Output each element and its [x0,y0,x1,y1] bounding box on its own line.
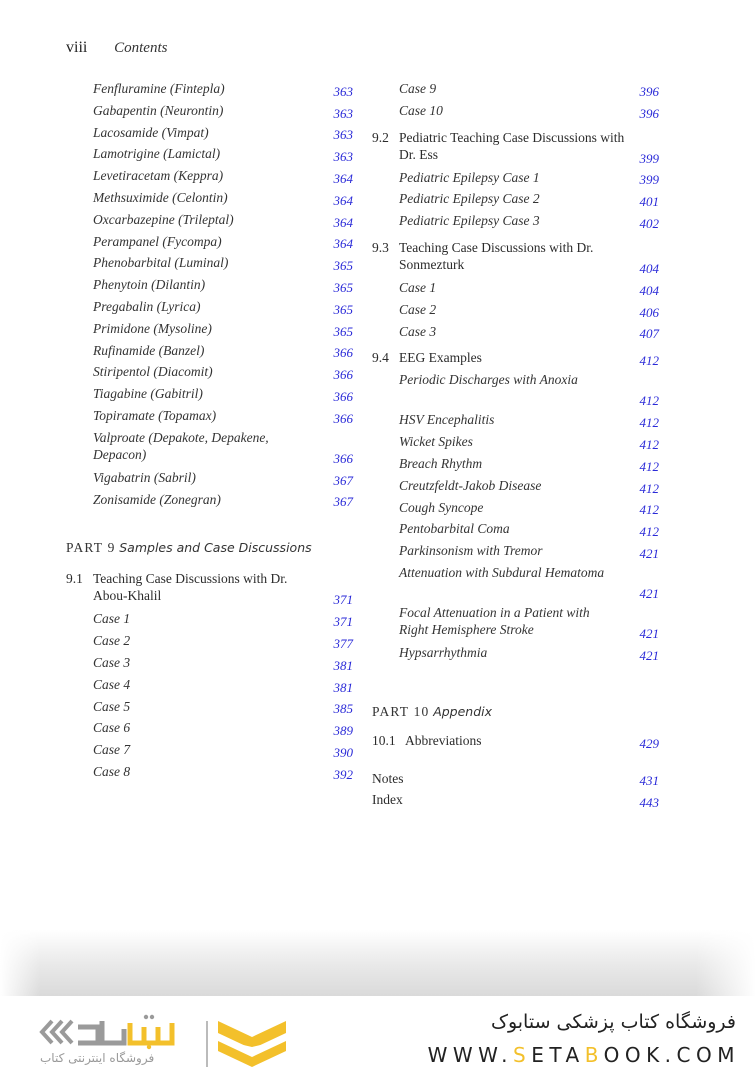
entry-title: HSV Encephalitis [399,412,495,428]
toc-entry[interactable] [372,321,659,343]
toc-entry[interactable] [66,318,353,340]
entry-title: Parkinsonism with Tremor [399,543,543,559]
page-link[interactable]: 412 [639,524,659,540]
toc-entry[interactable] [372,277,659,299]
page-link[interactable]: 407 [639,326,659,342]
section-number: 9.3 [372,239,389,255]
toc-entry[interactable] [66,761,353,783]
case-list-9-1 [66,608,353,782]
entry-title: Case 4 [93,676,131,692]
toc-entry[interactable] [372,475,659,497]
entry-title: Levetiracetam (Keppra) [93,168,224,184]
toc-entry[interactable] [372,540,659,562]
toc-entry[interactable] [66,467,353,489]
page-link[interactable]: 431 [639,773,659,789]
entry-title: Index [372,792,403,808]
entry-title: Pediatric Epilepsy Case 1 [399,169,540,185]
page-link[interactable]: 402 [639,215,659,231]
entry-title: Pediatric Epilepsy Case 2 [399,191,540,207]
page-link[interactable]: 364 [333,170,353,186]
page-link[interactable]: 367 [333,472,353,488]
page-link[interactable]: 365 [333,301,353,317]
toc-entry[interactable] [66,78,353,100]
section-number: 9.2 [372,129,389,145]
entry-title: Topiramate (Topamax) [93,407,217,423]
page-link[interactable]: 366 [333,410,353,426]
entry-title: Case 1 [93,611,131,627]
entry-title: Oxcarbazepine (Trileptal) [93,211,234,227]
toc-entry[interactable] [372,369,659,409]
section-title: Abbreviations [405,732,482,748]
page-folio: viii [66,39,88,56]
toc-left-column [66,78,353,783]
setabook-logo[interactable] [38,1013,298,1073]
section-title: EEG Examples [399,350,482,366]
toc-entry[interactable] [66,608,353,630]
toc-section-9-4[interactable] [372,347,659,369]
toc-entry[interactable] [372,167,659,189]
entry-title: Zonisamide (Zonegran) [93,491,221,507]
part-label: PART 9 [66,540,116,556]
entry-title: Case 2 [399,301,437,317]
toc-entry[interactable] [372,409,659,431]
entry-title: Case 2 [93,633,131,649]
page-link[interactable]: 412 [639,480,659,496]
page-link[interactable]: 429 [639,735,659,751]
entry-title: Attenuation with Subdural Hematoma [399,564,605,580]
entry-title: Tiagabine (Gabitril) [93,386,203,402]
toc-entry[interactable] [372,453,659,475]
toc-right-column [372,78,659,811]
running-head-title: Contents [114,40,168,56]
url-part: OOK.COM [603,1043,740,1067]
drug-list [66,78,353,510]
page-link[interactable]: 367 [333,494,353,510]
toc-section-10-1[interactable] [372,730,659,752]
entry-title: Lacosamide (Vimpat) [93,124,209,140]
entry-title: Phenobarbital (Luminal) [93,255,229,271]
page-link[interactable]: 364 [333,236,353,252]
toc-entry[interactable] [372,100,659,122]
page-link[interactable]: 412 [639,502,659,518]
entry-title: Case 5 [93,698,131,714]
page-link[interactable]: 412 [639,415,659,431]
entry-title: Breach Rhythm [399,455,483,471]
toc-section-9-3[interactable] [372,237,659,277]
entry-title: Case 1 [399,279,437,295]
page-link[interactable]: 412 [639,393,659,409]
url-highlight: B [584,1043,604,1067]
page-link[interactable]: 406 [639,304,659,320]
entry-title: Phenytoin (Dilantin) [93,277,206,293]
entry-title: Vigabatrin (Sabril) [93,469,196,485]
toc-entry[interactable] [372,642,659,664]
case-list-9-2 [372,167,659,232]
eeg-example-list [372,369,659,663]
toc-entry[interactable] [66,427,353,467]
page-link[interactable]: 371 [333,592,353,608]
toc-entry[interactable] [66,361,353,383]
store-name: فروشگاه کتاب پزشکی ستابوک [490,1011,736,1033]
section-number: 9.4 [372,350,389,366]
entry-title: Primidone (Mysoline) [93,320,212,336]
page-link[interactable]: 363 [333,105,353,121]
page-link[interactable]: 396 [639,83,659,99]
entry-title: Hypsarrhythmia [399,644,488,660]
entry-title: Pediatric Epilepsy Case 3 [399,213,540,229]
toc-entry[interactable] [66,696,353,718]
entry-title: Cough Syncope [399,499,484,515]
toc-notes[interactable] [372,768,659,790]
toc-entry[interactable] [372,518,659,540]
logo-subtitle: فروشگاه اینترنتی کتاب [40,1051,155,1065]
page-link[interactable]: 392 [333,766,353,782]
entry-title: Creutzfeldt-Jakob Disease [399,477,542,493]
toc-section-9-1[interactable] [66,568,353,608]
page-link[interactable]: 390 [333,744,353,760]
page-link[interactable]: 381 [333,657,353,673]
entry-title: Fenfluramine (Fintepla) [93,81,225,96]
entry-title: Methsuximide (Celontin) [93,189,228,205]
entry-title: Valproate (Depakote, Depakene, Depacon) [93,429,269,462]
entry-title: Case 3 [93,654,131,670]
running-head [66,38,167,57]
toc-entry[interactable] [372,78,659,100]
toc-entry[interactable] [66,209,353,231]
entry-title: Case 10 [399,102,443,118]
entry-title: Pregabalin (Lyrica) [93,298,201,314]
page-link[interactable]: 399 [639,150,659,166]
page-link[interactable]: 365 [333,323,353,339]
page-link[interactable]: 366 [333,345,353,361]
entry-title: Wicket Spikes [399,434,473,450]
toc-entry[interactable] [372,602,659,642]
page-link[interactable]: 363 [333,83,353,99]
url-part: ETA [531,1043,585,1067]
page-link[interactable]: 363 [333,149,353,165]
toc-entry[interactable] [372,431,659,453]
toc-entry[interactable] [66,674,353,696]
toc-entry[interactable] [372,299,659,321]
page-link[interactable]: 365 [333,279,353,295]
toc-entry[interactable] [372,188,659,210]
entry-title: Perampanel (Fycompa) [93,233,222,249]
store-url[interactable] [428,1043,740,1067]
page-link[interactable]: 401 [639,194,659,210]
page-link[interactable]: 421 [639,585,659,601]
entry-title: Case 8 [93,763,131,779]
url-part: WWW. [427,1043,514,1067]
section-title: Teaching Case Discussions with Dr. Sonmezturk [399,239,594,272]
entry-title: Lamotrigine (Lamictal) [93,146,221,162]
page-link[interactable]: 412 [639,436,659,452]
page-link[interactable]: 364 [333,192,353,208]
entry-title: Case 7 [93,742,131,758]
page-link[interactable]: 404 [639,260,659,276]
entry-title: Case 6 [93,720,131,736]
page-link[interactable]: 366 [333,388,353,404]
logo-divider [206,1021,208,1067]
page-link[interactable]: 371 [333,614,353,630]
part-title: Samples and Case Discussions [119,540,312,556]
page-link[interactable]: 389 [333,723,353,739]
section-number: 9.1 [66,571,83,587]
toc-entry[interactable] [66,252,353,274]
page-link[interactable]: 404 [639,282,659,298]
toc-entry[interactable] [66,274,353,296]
toc-entry[interactable] [66,630,353,652]
page-link[interactable]: 365 [333,258,353,274]
page-link[interactable]: 366 [333,450,353,466]
toc-entry[interactable] [66,652,353,674]
toc-entry[interactable] [66,717,353,739]
page-link[interactable]: 421 [639,625,659,641]
page-link[interactable]: 381 [333,679,353,695]
entry-title: Focal Attenuation in a Patient with Right Hemisphere Stroke [399,604,590,637]
entry-title: Stiripentol (Diacomit) [93,364,213,380]
toc-entry[interactable] [66,739,353,761]
entry-title: Notes [372,770,404,786]
part-title: Appendix [433,703,493,719]
page-link[interactable]: 421 [639,647,659,663]
url-highlight: S [513,1043,532,1067]
toc-entry[interactable] [66,143,353,165]
toc-index[interactable] [372,789,659,811]
page-link[interactable]: 363 [333,127,353,143]
toc-entry[interactable] [372,497,659,519]
toc-entry[interactable] [66,489,353,511]
entry-title: Case 3 [399,323,437,339]
toc-section-9-2[interactable] [372,127,659,167]
toc-entry[interactable] [372,562,659,602]
toc-entry[interactable] [372,210,659,232]
logo-wordmark-icon [38,1013,203,1051]
page-link[interactable]: 364 [333,214,353,230]
page-shadow [0,930,756,996]
store-footer-banner [0,997,756,1080]
toc-entry[interactable] [66,383,353,405]
entry-title: Gabapentin (Neurontin) [93,102,224,118]
toc-entry[interactable] [66,231,353,253]
part-label: PART 10 [372,703,430,719]
entry-title: Pentobarbital Coma [399,521,510,537]
toc-entry[interactable] [66,340,353,362]
section-number: 10.1 [372,732,396,748]
part-9-heading [66,540,353,562]
page-link[interactable]: 385 [333,701,353,717]
page-link[interactable]: 377 [333,635,353,651]
page-link[interactable]: 421 [639,545,659,561]
toc-entry[interactable] [66,187,353,209]
section-title: Teaching Case Discussions with Dr. Abou-Khalil [93,571,288,604]
case-list-9-1-continued [372,78,659,122]
page-link[interactable]: 412 [639,353,659,369]
setabook-chevron-mark-icon [216,1019,288,1073]
entry-title: Periodic Discharges with Anoxia [399,372,578,388]
part-10-heading [372,704,659,726]
section-title: Pediatric Teaching Case Discussions with Dr. Ess [399,129,625,162]
page-link[interactable]: 412 [639,458,659,474]
toc-entry[interactable] [66,100,353,122]
entry-title: Case 9 [399,81,437,96]
toc-entry[interactable] [66,296,353,318]
page-link[interactable]: 399 [639,172,659,188]
page-link[interactable]: 366 [333,367,353,383]
entry-title: Rufinamide (Banzel) [93,342,205,358]
page-link[interactable]: 396 [639,105,659,121]
case-list-9-3 [372,277,659,342]
page-link[interactable]: 443 [639,794,659,810]
toc-entry[interactable] [66,405,353,427]
toc-entry[interactable] [66,165,353,187]
toc-entry[interactable] [66,122,353,144]
